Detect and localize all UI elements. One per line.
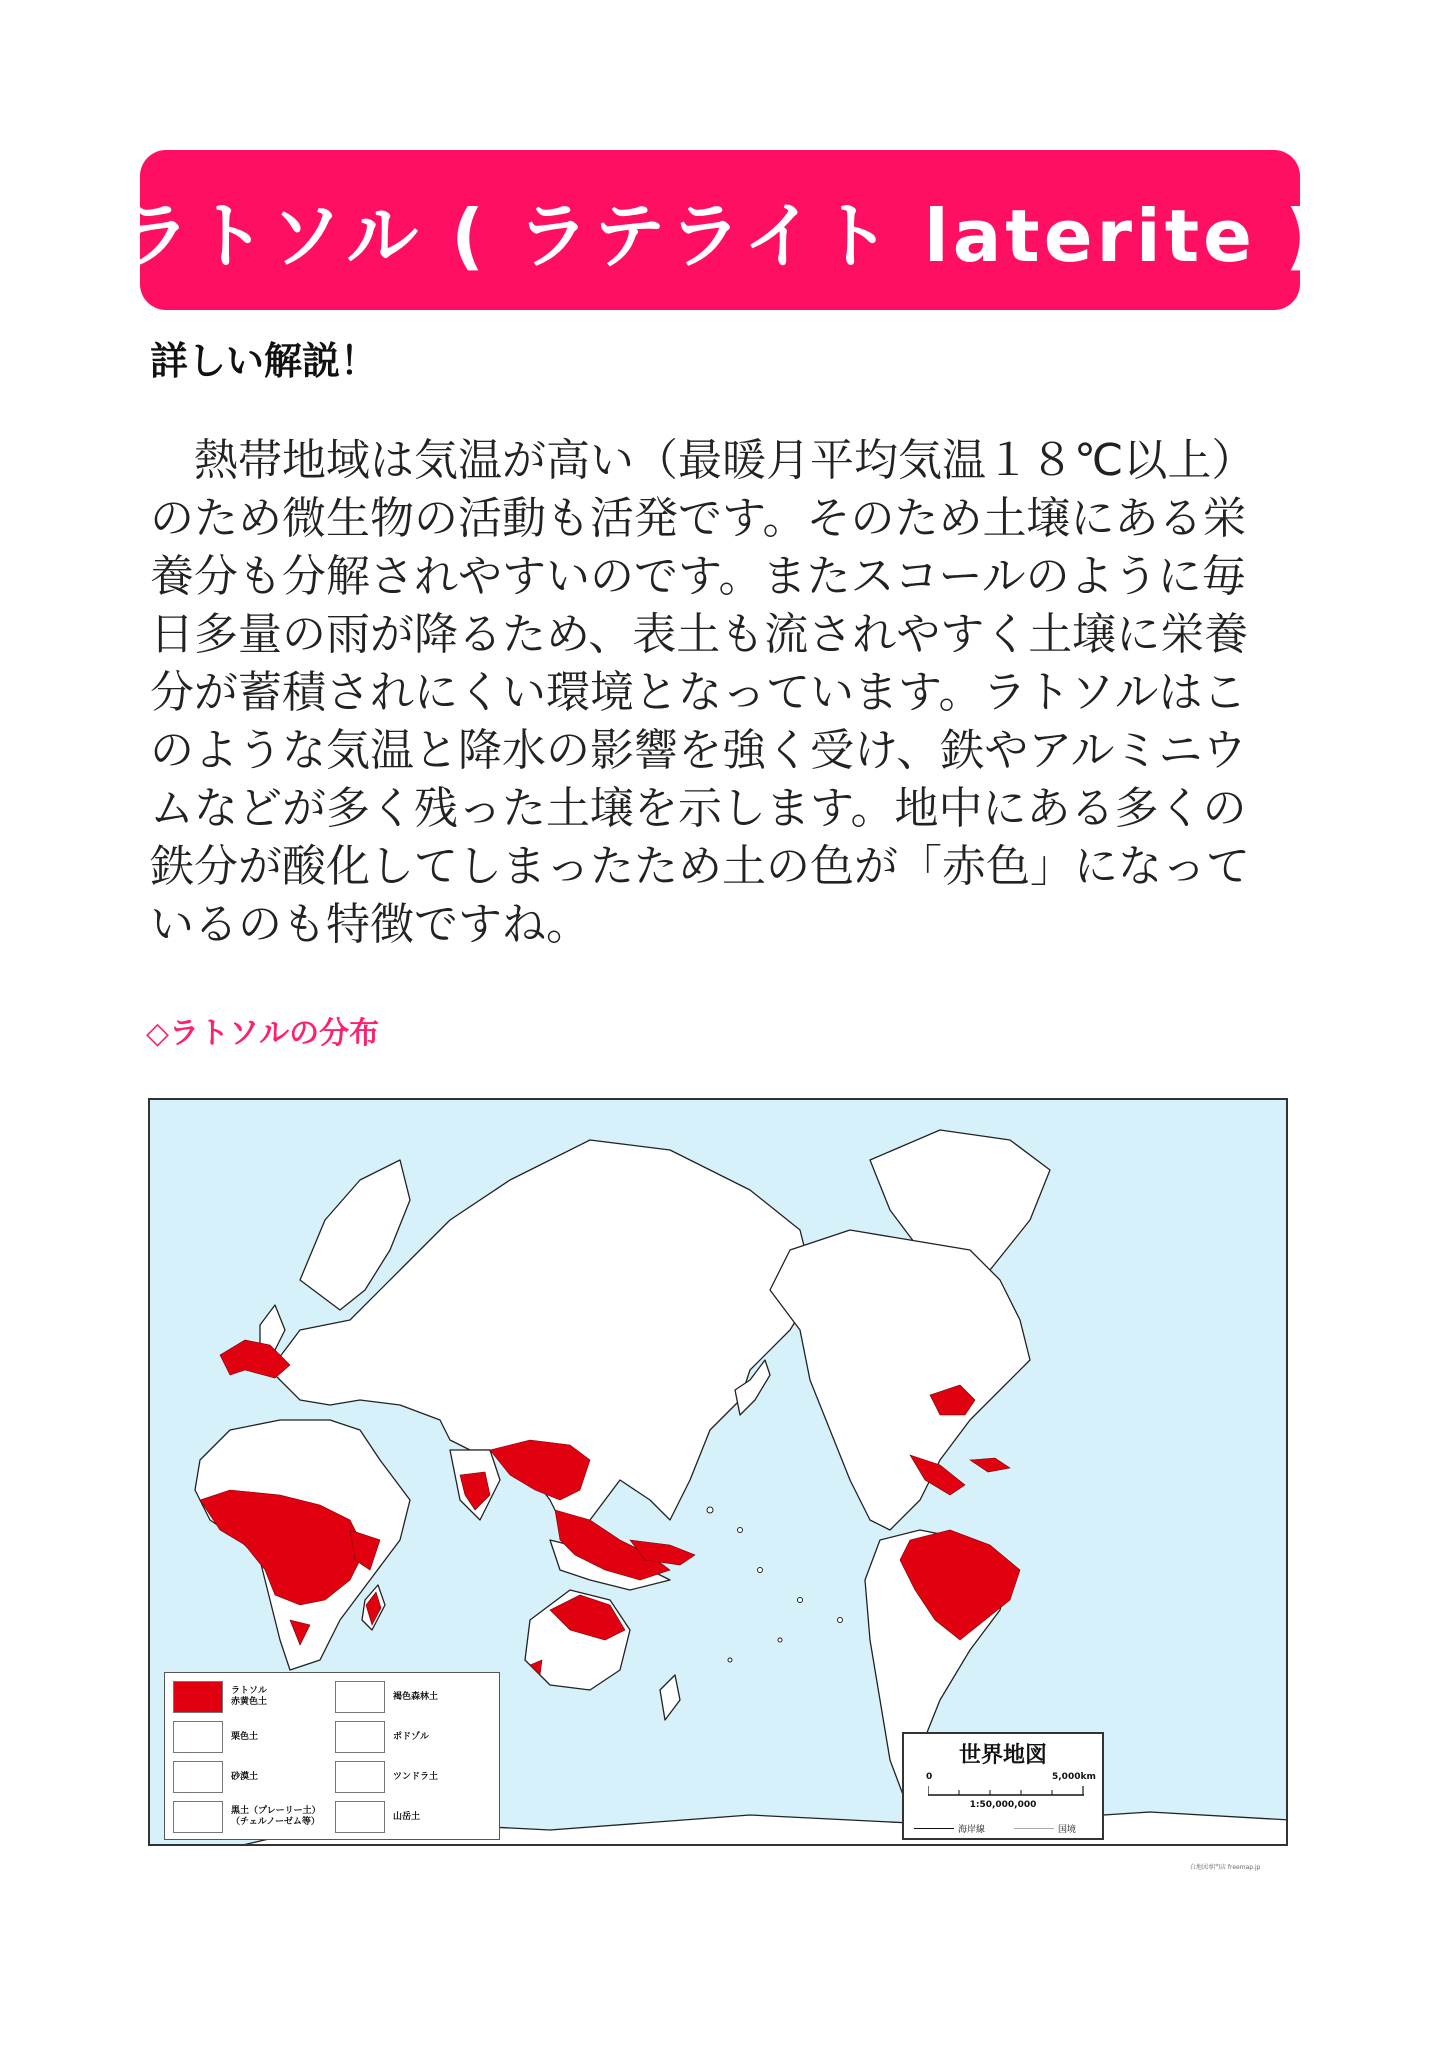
legend-swatch-black-soil (173, 1801, 223, 1833)
subheading: 詳しい解説！ (150, 339, 379, 383)
legend-label: 褐色森林土 (393, 1691, 439, 1702)
map-credit: 白地図専門店 freemap.jp (1190, 1864, 1261, 1871)
section-heading: ◇ラトソルの分布 (146, 1016, 380, 1051)
title-banner (118, 150, 1322, 310)
legend-item-podzol (335, 1721, 429, 1753)
key-border-label: 国境 (1058, 1825, 1077, 1835)
island-2 (738, 1528, 743, 1533)
body-line: 養分も分解されやすいのです。またスコールのように毎 (150, 551, 1246, 602)
legend-swatch-tundra (335, 1761, 385, 1793)
scale-bar (928, 1786, 1084, 1796)
landmass-britain (260, 1305, 285, 1350)
body-line: 熱帯地域は気温が高い（最暖月平均気温１８℃以上） (150, 435, 1256, 486)
legend-swatch-desert (173, 1761, 223, 1793)
legend-label: 黒土（プレーリー土） （チェルノーゼム等） (231, 1806, 321, 1827)
legend-item-chestnut (173, 1721, 258, 1753)
legend-item-desert (173, 1761, 258, 1793)
body-line: 鉄分が酸化してしまったため土の色が「赤色」になって (150, 841, 1250, 892)
body-line: 日多量の雨が降るため、表土も流されやすく土壌に栄養 (150, 609, 1249, 660)
laterite-mediterranean (220, 1340, 290, 1378)
body-line: ムなどが多く残った土壌を示します。地中にある多くの (150, 783, 1247, 834)
legend-swatch-brown-forest (335, 1681, 385, 1713)
scale-ratio: 1:50,000,000 (969, 1800, 1037, 1810)
page-title: ラトソル ( ラテライト laterite ) (118, 194, 1322, 278)
legend-label: ツンドラ土 (393, 1771, 439, 1782)
legend-label: 山岳土 (393, 1811, 421, 1822)
legend-swatch-chestnut (173, 1721, 223, 1753)
island-1 (707, 1507, 713, 1513)
body-line: いるのも特徴ですね。 (150, 899, 590, 950)
laterite-caribbean (970, 1458, 1010, 1472)
island-4 (798, 1598, 803, 1603)
island-3 (758, 1568, 763, 1573)
legend-label: 砂漠土 (231, 1771, 259, 1782)
legend-swatch-mountain (335, 1801, 385, 1833)
map-info-box (902, 1732, 1104, 1840)
island-7 (728, 1658, 732, 1662)
laterite-south-asia (490, 1440, 590, 1500)
map-legend (164, 1672, 500, 1840)
legend-item-black-soil (173, 1801, 321, 1833)
scale-max: 5,000km (1052, 1772, 1096, 1782)
key-coastline-label: 海岸線 (958, 1825, 986, 1835)
body-line: のため微生物の活動も活発です。そのため土壌にある栄 (150, 493, 1247, 544)
legend-item-mountain (335, 1801, 420, 1833)
island-6 (778, 1638, 782, 1642)
legend-item-brown-forest (335, 1681, 438, 1713)
scale-zero: 0 (926, 1772, 933, 1782)
landmass-north-america (770, 1230, 1030, 1530)
legend-label: ラトソル 赤黄色土 (231, 1686, 268, 1707)
legend-item-laterite (173, 1681, 267, 1713)
island-5 (838, 1618, 843, 1623)
key-coastline (914, 1822, 985, 1835)
map-box-title: 世界地図 (958, 1743, 1047, 1768)
legend-swatch-podzol (335, 1721, 385, 1753)
legend-item-tundra (335, 1761, 438, 1793)
body-line: 分が蓄積されにくい環境となっています。ラトソルはこ (150, 667, 1247, 718)
legend-label: 栗色土 (231, 1731, 259, 1742)
key-border (1014, 1822, 1076, 1835)
legend-swatch-laterite (173, 1681, 223, 1713)
world-map (148, 1098, 1288, 1846)
legend-label: ポドゾル (393, 1731, 430, 1742)
landmass-newzealand (660, 1675, 680, 1720)
body-line: のような気温と降水の影響を強く受け、鉄やアルミニウ (150, 725, 1247, 776)
body-paragraph (150, 432, 1270, 954)
